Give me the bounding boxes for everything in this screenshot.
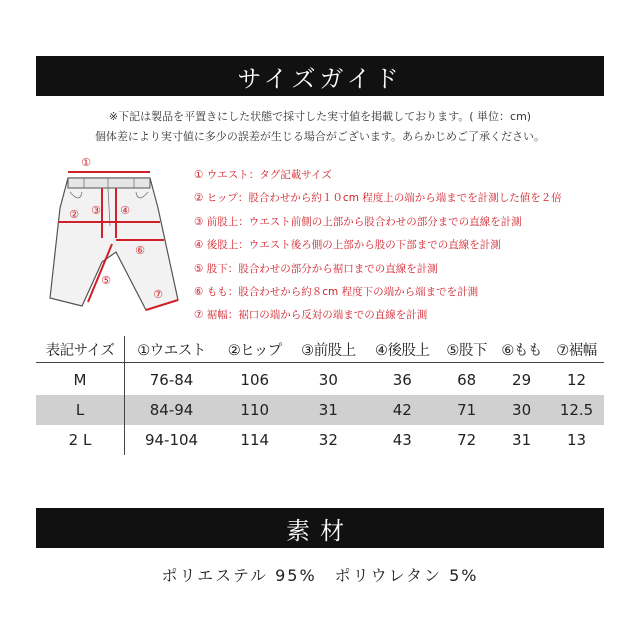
marker-5: ⑤ (101, 274, 111, 287)
size-guide-banner (36, 56, 604, 96)
size-table (36, 336, 604, 455)
material-banner (36, 508, 604, 548)
cell-hem: 12.5 (549, 395, 604, 425)
cell-waist: 76-84 (149, 371, 194, 389)
header-inseam: ⑤股下 (439, 336, 494, 363)
shorts-diagram (40, 152, 190, 318)
cell-back-rise: 36 (392, 371, 412, 389)
tolerance-note: 個体差により実寸値に多少の誤差が生じる場合がございます。あらかじめご了承ください。 (94, 130, 546, 143)
cell-front-rise: 32 (318, 431, 338, 449)
marker-2: ② (69, 208, 79, 221)
material-title: 素材 (286, 516, 354, 545)
measurement-note: ※下記は製品を平置きにした状態で採寸した実寸値を掲載しております。( 単位：cm) (108, 110, 532, 123)
header-size: 表記サイズ (36, 336, 125, 363)
size-table-header (36, 336, 604, 363)
cell-thigh: 31 (512, 431, 532, 449)
cell-front-rise: 31 (291, 395, 365, 425)
cell-waist: 84-94 (125, 395, 219, 425)
legend-hip: ② ヒップ：股合わせから約１０cm 程度上の端から端までを計測した値を２倍 (194, 192, 562, 205)
header-waist: ①ウエスト (125, 336, 219, 363)
cell-inseam: 71 (439, 395, 494, 425)
marker-4: ④ (120, 204, 130, 217)
header-hip: ②ヒップ (218, 336, 291, 363)
size-guide-title: サイズガイド (237, 64, 403, 93)
cell-hem: 13 (566, 431, 587, 449)
cell-hip: 110 (218, 395, 291, 425)
legend-thigh: ⑥ もも：股合わせから約８cm 程度下の端から端までを計測 (194, 285, 479, 298)
cell-waist: 94-104 (144, 431, 199, 449)
table-row (36, 425, 604, 455)
header-hem: ⑦裾幅 (549, 336, 604, 363)
cell-inseam: 72 (457, 431, 477, 449)
cell-hip: 114 (240, 431, 270, 449)
measurement-legend (194, 164, 634, 328)
table-row (36, 363, 604, 396)
cell-size: M (36, 363, 125, 396)
header-back-rise: ④後股上 (365, 336, 439, 363)
legend-waist: ① ウエスト：タグ記載サイズ (194, 169, 332, 181)
table-row (36, 395, 604, 425)
legend-front-rise: ③ 前股上：ウエスト前側の上部から股合わせの部分までの直線を計測 (194, 215, 522, 228)
cell-inseam: 68 (457, 371, 477, 389)
cell-back-rise: 43 (392, 431, 412, 449)
header-front-rise: ③前股上 (291, 336, 365, 363)
legend-back-rise: ④ 後股上：ウエスト後ろ側の上部から股の下部までの直線を計測 (194, 239, 501, 252)
header-thigh: ⑥もも (494, 336, 549, 363)
cell-size: L (36, 395, 125, 425)
cell-front-rise: 30 (318, 371, 338, 389)
cell-thigh: 29 (512, 371, 532, 389)
cell-size: 2 L (36, 425, 125, 455)
legend-hem: ⑦ 裾幅：裾口の端から反対の端までの直線を計測 (194, 309, 428, 322)
marker-1: ① (81, 156, 91, 169)
marker-3: ③ (91, 204, 101, 217)
cell-hip: 106 (240, 371, 270, 389)
cell-back-rise: 42 (365, 395, 439, 425)
marker-6: ⑥ (135, 244, 145, 257)
material-composition: ポリエステル 95% ポリウレタン 5% (161, 566, 479, 585)
cell-thigh: 30 (494, 395, 549, 425)
cell-hem: 12 (566, 371, 587, 389)
legend-inseam: ⑤ 股下：股合わせの部分から裾口までの直線を計測 (194, 262, 438, 275)
marker-7: ⑦ (153, 288, 163, 301)
